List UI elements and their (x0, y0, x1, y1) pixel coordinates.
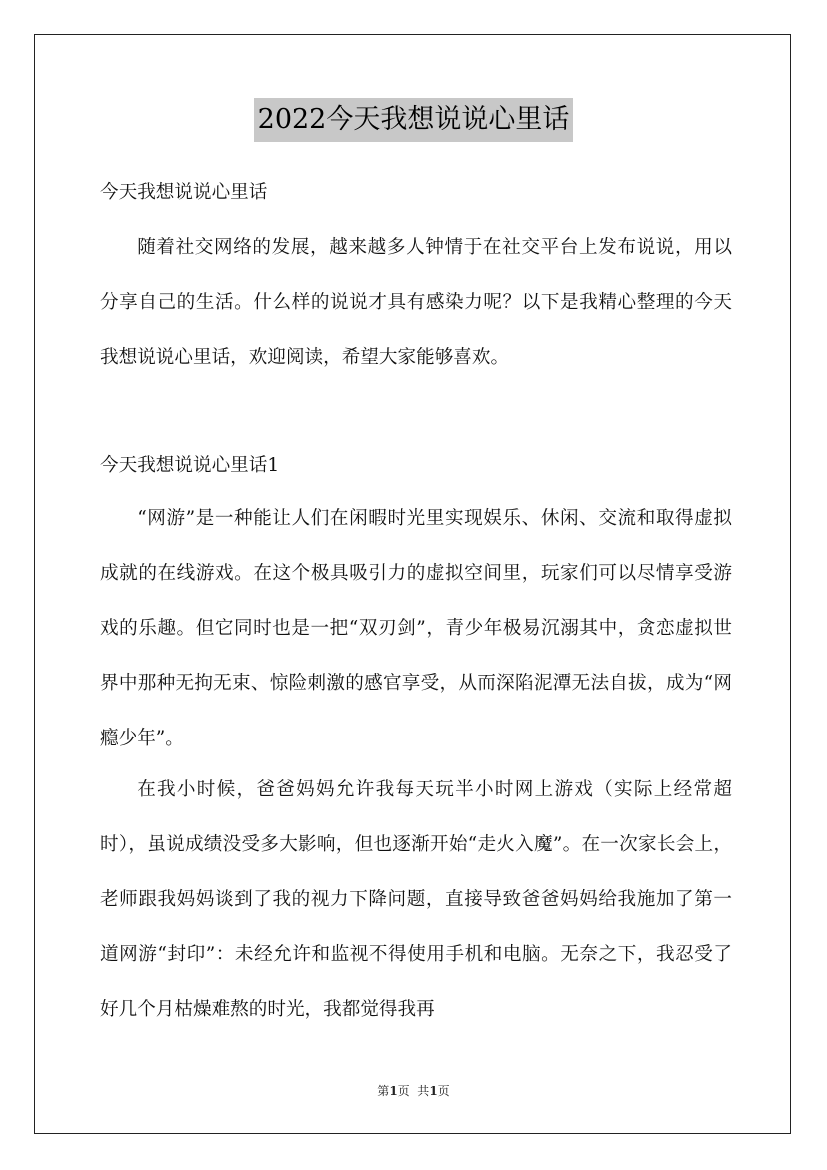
footer-page-suffix: 页 (437, 1084, 450, 1098)
footer-page-total: 1 (429, 1084, 438, 1098)
footer-page-mid: 页 共 (397, 1084, 430, 1098)
section1-paragraph-1: “网游”是一种能让人们在闲暇时光里实现娱乐、休闲、交流和取得虚拟成就的在线游戏。在这个极具吸引力的虚拟空间里，玩家们可以尽情享受游戏的乐趣。但它同时也是一把“双刃剑”，青少年极易沉溺其中，贪恋虚拟世界中那种无拘无束、惊险刺激的感官享受，从而深陷泥潭无法自拔，成为“网瘾少年”。 (100, 508, 732, 749)
intro-heading: 今天我想说说心里话 (100, 182, 268, 203)
page-footer (0, 1082, 827, 1099)
intro-paragraph: 随着社交网络的发展，越来越多人钟情于在社交平台上发布说说，用以分享自己的生活。什么样的说说才具有感染力呢？以下是我精心整理的今天我想说说心里话，欢迎阅读，希望大家能够喜欢。 (100, 237, 732, 368)
footer-page-current: 1 (389, 1084, 398, 1098)
section1-paragraph-2: 在我小时候，爸爸妈妈允许我每天玩半小时网上游戏（实际上经常超时），虽说成绩没受多大影响，但也逐渐开始“走火入魔”。在一次家长会上，老师跟我妈妈谈到了我的视力下降问题，直接导致爸爸妈妈给我施加了第一道网游“封印”：未经允许和监视不得使用手机和电脑。无奈之下，我忍受了好几个月枯燥难熬的时光，我都觉得我再 (100, 779, 732, 1020)
title-container (0, 98, 827, 142)
footer-page-prefix: 第 (377, 1084, 390, 1098)
section1-heading: 今天我想说说心里话1 (100, 455, 280, 476)
document-title: 2022今天我想说说心里话 (254, 98, 574, 142)
